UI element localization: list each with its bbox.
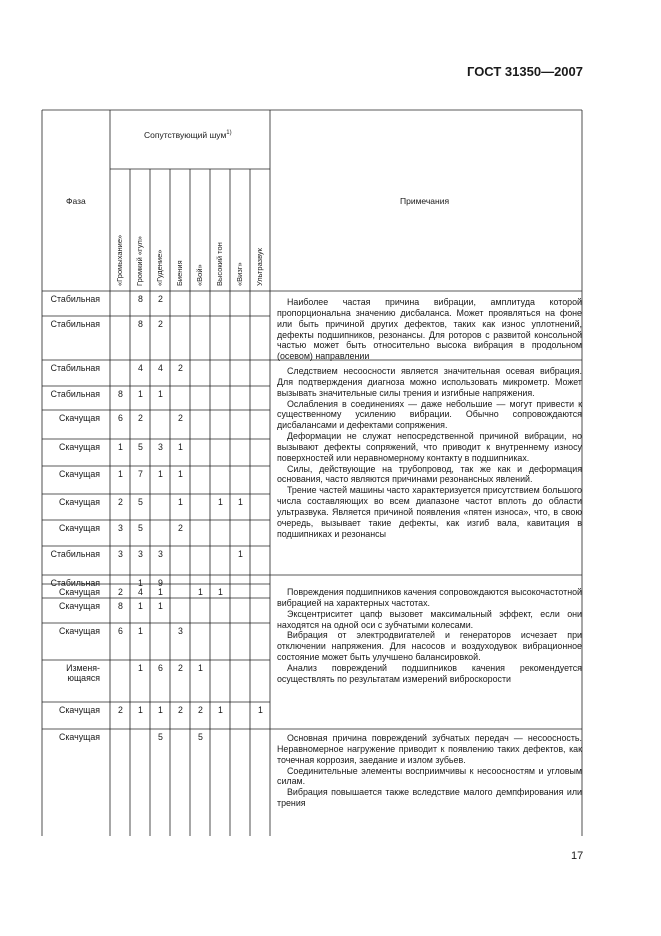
notes-column-header: Примечания xyxy=(400,196,450,206)
row-phase: Стабильная xyxy=(50,319,100,329)
note-paragraph: Основная причина повреждений зубчатых передач — несоосность. Неравномерное нагружение приводит к появлению таких дефектов, как точечная коррозия, заедание и излом зубьев. xyxy=(277,733,582,765)
noise-column-header: Ультразвук xyxy=(255,248,264,286)
noise-column-header: Биения xyxy=(175,260,184,286)
noise-column-header: «Гудение» xyxy=(155,249,164,286)
noise-value-cell: 8 xyxy=(118,389,123,399)
noise-value-cell: 1 xyxy=(178,497,183,507)
note-paragraph: Деформации не служат непосредственной причиной вибрации, но вызывают дефекты сопряжений, что приводит к внутреннему износу поверхностей или неравномерному контакту в подшипниках. xyxy=(277,431,582,463)
noise-column-header: «Вой» xyxy=(195,264,204,286)
noise-value-cell: 1 xyxy=(138,705,143,715)
row-phase: Стабильная xyxy=(50,294,100,304)
noise-column-header: «Громыхание» xyxy=(115,234,124,286)
row-phase: Стабильная xyxy=(50,363,100,373)
row-phase: Скачущая xyxy=(59,413,100,423)
noise-value-cell: 1 xyxy=(138,389,143,399)
page-number: 17 xyxy=(571,850,584,862)
noise-value-cell: 1 xyxy=(138,578,143,588)
noise-value-cell: 2 xyxy=(118,587,123,597)
row-phase: Скачущая xyxy=(59,587,100,597)
noise-value-cell: 5 xyxy=(158,732,163,742)
noise-value-cell: 2 xyxy=(138,413,143,423)
notes-block xyxy=(277,733,582,809)
notes-block xyxy=(277,587,582,685)
row-phase: Скачущая xyxy=(59,442,100,452)
noise-value-cell: 1 xyxy=(158,469,163,479)
noise-value-cell: 2 xyxy=(178,523,183,533)
noise-value-cell: 1 xyxy=(258,705,263,715)
notes-block xyxy=(277,366,582,540)
noise-value-cell: 1 xyxy=(158,601,163,611)
note-paragraph: Следствием несоосности является значительная осевая вибрация. Для подтверждения диагноза можно использовать микрометр. Может вызывать значительные силы трения и изгибные напряжения. xyxy=(277,366,582,398)
noise-value-cell: 1 xyxy=(218,497,223,507)
noise-value-cell: 2 xyxy=(178,413,183,423)
noise-value-cell: 3 xyxy=(118,549,123,559)
row-phase: Стабильная xyxy=(50,549,100,559)
noise-value-cell: 3 xyxy=(158,549,163,559)
noise-value-cell: 8 xyxy=(138,294,143,304)
noise-value-cell: 6 xyxy=(118,626,123,636)
phase-column-header: Фаза xyxy=(66,196,86,206)
note-paragraph: Вибрация от электродвигателей и генераторов исчезает при отключении напряжения. Для насосов и воздуходувок вибрационное состояние может быть улучшено балансировкой. xyxy=(277,630,582,663)
row-phase: Скачущая xyxy=(59,626,100,636)
noise-value-cell: 1 xyxy=(118,469,123,479)
note-paragraph: Анализ повреждений подшипников качения рекомендуется осуществлять по результатам измерений виброскорости xyxy=(277,662,582,684)
noise-value-cell: 2 xyxy=(178,363,183,373)
noise-value-cell: 3 xyxy=(118,523,123,533)
note-paragraph: Эксцентриситет цапф вызовет максимальный эффект, если они находятся на одной оси с зубчатыми колесами. xyxy=(277,608,582,630)
note-paragraph: Вибрация повышается также вследствие малого демпфирования или трения xyxy=(277,787,582,809)
noise-value-cell: 6 xyxy=(158,663,163,673)
noise-value-cell: 4 xyxy=(158,363,163,373)
note-paragraph: Силы, действующие на трубопровод, так же как и деформация основания, часто являются причинами резонансных явлений. xyxy=(277,463,582,485)
note-paragraph: Соединительные элементы восприимчивы к несоосностям и угловым силам. xyxy=(277,765,582,787)
row-phase: Скачущая xyxy=(59,705,100,715)
row-phase: Скачущая xyxy=(59,523,100,533)
noise-value-cell: 7 xyxy=(138,469,143,479)
noise-group-header: Сопутствующий шум$^{1)}$ xyxy=(144,129,232,140)
noise-value-cell: 8 xyxy=(118,601,123,611)
row-phase: Скачущая xyxy=(59,732,100,742)
note-paragraph: Ослабления в соединениях — даже небольшие — могут привести к существенному усилению вибрации. Обычно сопровождаются дисбалансами и дефектами сопряжения. xyxy=(277,398,582,431)
noise-value-cell: 2 xyxy=(118,497,123,507)
noise-value-cell: 8 xyxy=(138,319,143,329)
noise-value-cell: 5 xyxy=(138,523,143,533)
noise-value-cell: 4 xyxy=(138,587,143,597)
noise-value-cell: 1 xyxy=(158,389,163,399)
noise-value-cell: 3 xyxy=(138,549,143,559)
noise-value-cell: 1 xyxy=(218,587,223,597)
noise-value-cell: 2 xyxy=(198,705,203,715)
noise-value-cell: 3 xyxy=(158,442,163,452)
row-phase: Стабильная xyxy=(50,389,100,399)
row-phase: Стабильная xyxy=(50,578,100,588)
noise-value-cell: 1 xyxy=(178,469,183,479)
noise-value-cell: 9 xyxy=(158,578,163,588)
row-phase: Изменя- ющаяся xyxy=(66,663,100,683)
noise-value-cell: 4 xyxy=(138,363,143,373)
note-paragraph: Повреждения подшипников качения сопровождаются высокочастотной вибрацией на характерных частотах. xyxy=(277,587,582,608)
noise-column-header: Высокий тон xyxy=(215,242,224,286)
row-phase: Скачущая xyxy=(59,601,100,611)
noise-value-cell: 1 xyxy=(158,587,163,597)
noise-value-cell: 2 xyxy=(178,705,183,715)
noise-value-cell: 1 xyxy=(138,663,143,673)
noise-value-cell: 6 xyxy=(118,413,123,423)
noise-value-cell: 1 xyxy=(138,626,143,636)
noise-value-cell: 2 xyxy=(178,663,183,673)
noise-value-cell: 1 xyxy=(118,442,123,452)
row-phase: Скачущая xyxy=(59,497,100,507)
standard-number: ГОСТ 31350—2007 xyxy=(467,64,583,79)
note-paragraph: Трение частей машины часто характеризуется присутствием большого числа составляющих во всем диапазоне частот вплоть до области ультразвука. Является причиной появления «пятен износа», что, в свою очередь, вызывает такие дефекты, как изгиб вала, кавитация в подшипниках и резонансы xyxy=(277,485,582,539)
noise-value-cell: 1 xyxy=(238,497,243,507)
noise-value-cell: 3 xyxy=(178,626,183,636)
noise-value-cell: 2 xyxy=(118,705,123,715)
noise-value-cell: 2 xyxy=(158,319,163,329)
noise-value-cell: 5 xyxy=(138,497,143,507)
noise-value-cell: 1 xyxy=(178,442,183,452)
noise-value-cell: 5 xyxy=(138,442,143,452)
noise-value-cell: 2 xyxy=(158,294,163,304)
noise-value-cell: 1 xyxy=(158,705,163,715)
notes-block xyxy=(277,297,582,362)
noise-column-header: «Визг» xyxy=(235,262,244,286)
noise-value-cell: 1 xyxy=(198,663,203,673)
noise-value-cell: 1 xyxy=(138,601,143,611)
noise-value-cell: 1 xyxy=(198,587,203,597)
noise-column-header: Громкий «гул» xyxy=(135,236,144,286)
noise-value-cell: 1 xyxy=(238,549,243,559)
noise-value-cell: 5 xyxy=(198,732,203,742)
noise-value-cell: 1 xyxy=(218,705,223,715)
row-phase: Скачущая xyxy=(59,469,100,479)
note-paragraph: Наиболее частая причина вибрации, амплитуда которой пропорциональна значению дисбаланса. Может проявляться на фоне или быть причиной других дефектов, таких как износ уплотнений, дефекты подшипников, резонансы. Для роторов с развитой консольной частью может быть относительно высока вибрация в продольном (осевом) направлении xyxy=(277,297,582,362)
